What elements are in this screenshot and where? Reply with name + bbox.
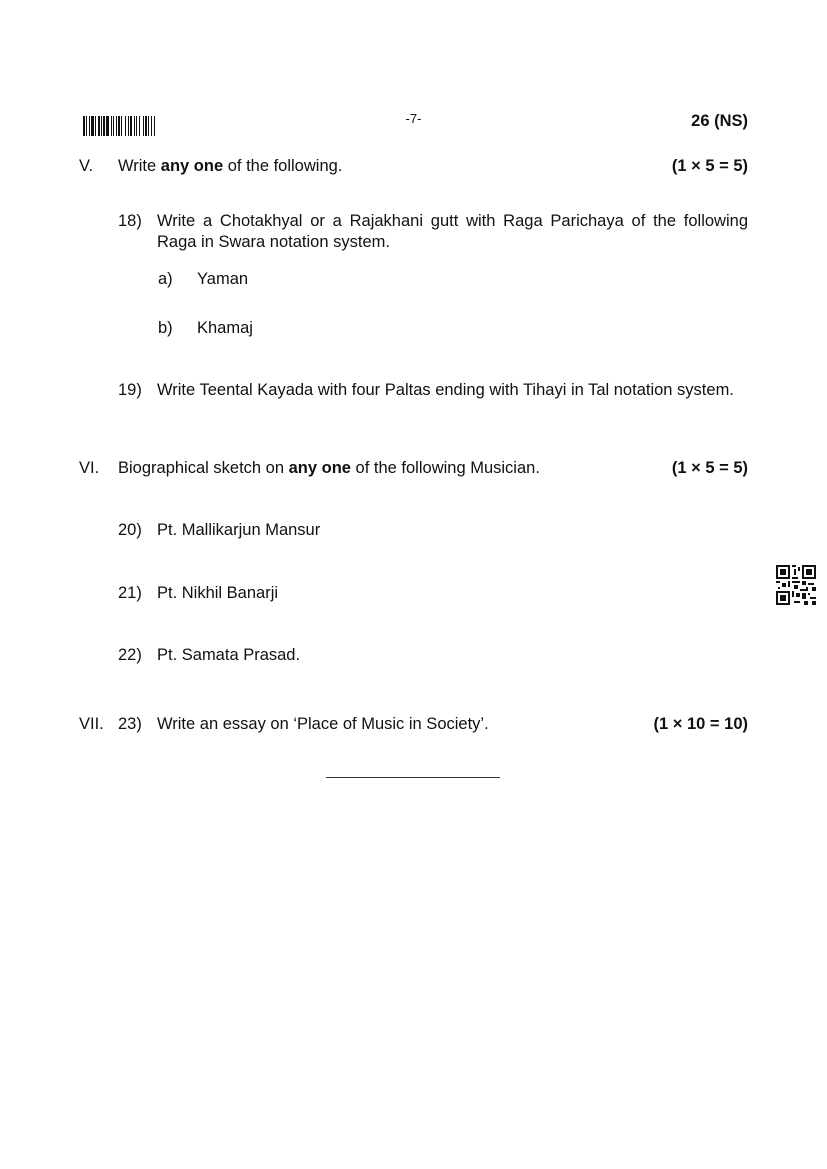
section-vii-marks: (1 × 10 = 10) [653, 715, 748, 733]
question-23-text: Write an essay on ‘Place of Music in Society’. [157, 715, 489, 733]
option-a-label: a) [158, 270, 173, 288]
question-20-text: Pt. Mallikarjun Mansur [157, 521, 321, 539]
question-19-number: 19) [118, 381, 142, 399]
question-18-number: 18) [118, 212, 142, 230]
section-vi-numeral: VI. [79, 459, 100, 477]
question-21-text: Pt. Nikhil Banarji [157, 584, 279, 602]
option-b-label: b) [158, 319, 173, 337]
section-vi-marks: (1 × 5 = 5) [671, 459, 748, 477]
qr-code [776, 565, 816, 605]
option-b-text: Khamaj [197, 319, 253, 337]
question-19-text: Write Teental Kayada with four Paltas ending with Tihayi in Tal notation system. [157, 381, 734, 399]
option-a-text: Yaman [197, 270, 249, 288]
end-of-paper-line [326, 777, 500, 778]
section-vii-numeral: VII. [79, 715, 104, 733]
question-21-number: 21) [118, 584, 142, 602]
question-18-text: Write a Chotakhyal or a Rajakhani gutt with Raga Parichaya of the following Raga in Swara notation system. [157, 212, 748, 251]
section-v-marks: (1 × 5 = 5) [671, 157, 748, 175]
question-22-number: 22) [118, 646, 142, 664]
question-20-number: 20) [118, 521, 142, 539]
section-v-numeral: V. [79, 157, 94, 175]
section-vi-instruction: Biographical sketch on any one of the following Musician. [118, 459, 540, 477]
question-23-number: 23) [118, 715, 142, 733]
question-22-text: Pt. Samata Prasad. [157, 646, 301, 664]
paper-code: 26 (NS) [691, 112, 748, 130]
page-number: -7- [405, 111, 422, 126]
section-v-instruction: Write any one of the following. [118, 157, 343, 175]
